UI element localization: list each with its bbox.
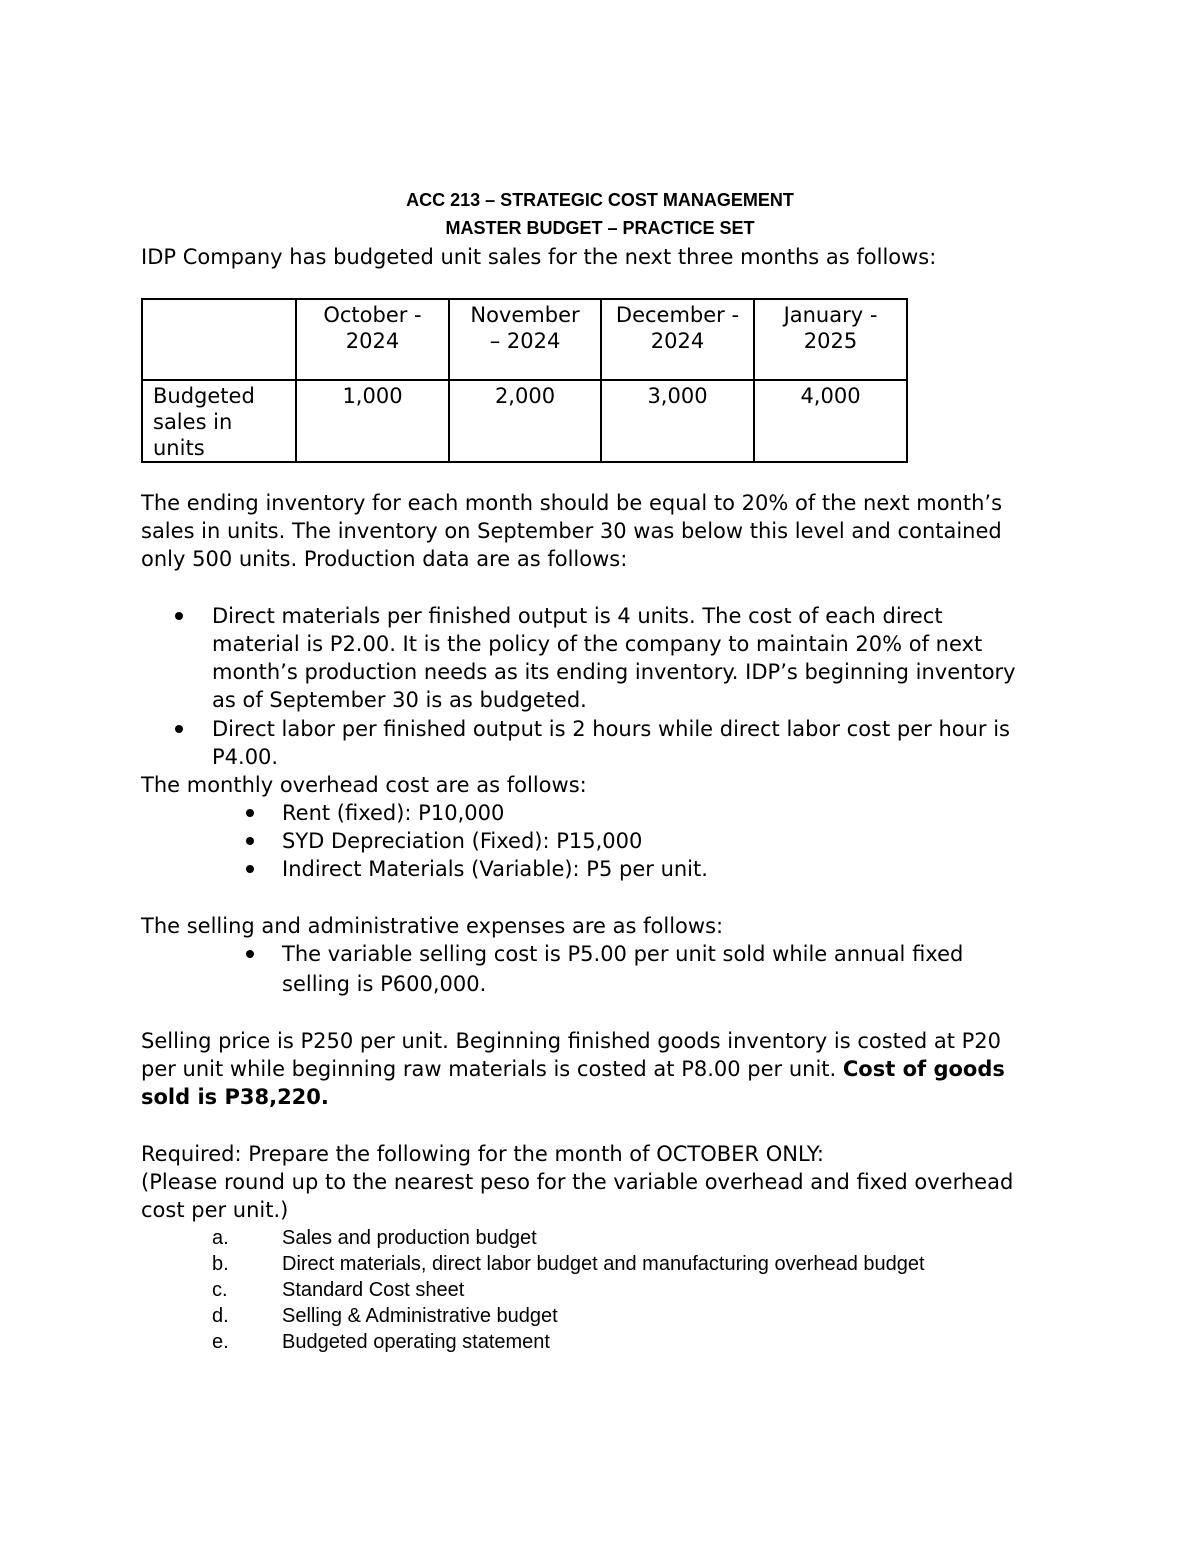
table-row-label: Budgeted sales in units bbox=[142, 380, 296, 462]
list-item: Direct materials, direct labor budget and manufacturing overhead budget bbox=[282, 1253, 925, 1275]
paragraph-line: sales in units. The inventory on September 30 was below this level and contained bbox=[141, 519, 1002, 543]
bullet-icon bbox=[175, 725, 183, 733]
list-item: Selling & Administrative budget bbox=[282, 1305, 558, 1327]
bullet-icon bbox=[246, 809, 254, 817]
bullet-line: Direct materials per finished output is 4 units. The cost of each direct bbox=[212, 604, 943, 628]
required-line: (Please round up to the nearest peso for the variable overhead and fixed overhead bbox=[141, 1170, 1014, 1194]
intro-text: IDP Company has budgeted unit sales for the next three months as follows: bbox=[141, 245, 937, 269]
cogs-emphasis: sold is P38,220. bbox=[141, 1085, 329, 1109]
table-header-cell: January - 2025 bbox=[754, 299, 907, 380]
table-header-row bbox=[142, 299, 907, 380]
bullet-icon bbox=[246, 865, 254, 873]
table-cell: 4,000 bbox=[754, 380, 907, 462]
paragraph-line: The ending inventory for each month should be equal to 20% of the next month’s bbox=[141, 491, 1003, 515]
list-item-letter: c. bbox=[212, 1279, 228, 1301]
bullet-line: Rent (fixed): P10,000 bbox=[282, 801, 505, 825]
required-line: cost per unit.) bbox=[141, 1198, 289, 1222]
bullet-line: Indirect Materials (Variable): P5 per unit. bbox=[282, 857, 708, 881]
bullet-icon bbox=[246, 950, 254, 958]
required-line: Required: Prepare the following for the month of OCTOBER ONLY: bbox=[141, 1142, 824, 1166]
table-cell: 3,000 bbox=[601, 380, 754, 462]
paragraph-line: per unit while beginning raw materials is costed at P8.00 per unit. Cost of goods bbox=[141, 1057, 1005, 1081]
bullet-icon bbox=[246, 837, 254, 845]
list-item-letter: d. bbox=[212, 1305, 229, 1327]
cogs-emphasis: Cost of goods bbox=[842, 1057, 1005, 1081]
bullet-line: as of September 30 is as budgeted. bbox=[212, 688, 587, 712]
table-header-cell: October - 2024 bbox=[296, 299, 449, 380]
list-item-letter: a. bbox=[212, 1227, 229, 1249]
bullet-line: The variable selling cost is P5.00 per unit sold while annual fixed bbox=[282, 942, 964, 966]
sales-table bbox=[141, 298, 908, 463]
list-item-letter: e. bbox=[212, 1331, 229, 1353]
bullet-line: material is P2.00. It is the policy of the company to maintain 20% of next bbox=[212, 632, 983, 656]
bullet-icon bbox=[175, 612, 183, 620]
list-item: Standard Cost sheet bbox=[282, 1279, 465, 1301]
bullet-line: selling is P600,000. bbox=[282, 972, 487, 996]
course-title: ACC 213 – STRATEGIC COST MANAGEMENT bbox=[406, 190, 794, 210]
list-item: Sales and production budget bbox=[282, 1227, 537, 1249]
list-item-letter: b. bbox=[212, 1253, 229, 1275]
bullet-line: month’s production needs as its ending inventory. IDP’s beginning inventory bbox=[212, 660, 1016, 684]
bullet-line: Direct labor per finished output is 2 hours while direct labor cost per hour is bbox=[212, 717, 1010, 741]
selling-intro: The selling and administrative expenses are as follows: bbox=[141, 914, 724, 938]
table-header-cell: November – 2024 bbox=[449, 299, 601, 380]
bullet-line: P4.00. bbox=[212, 745, 279, 769]
table-header-cell: December - 2024 bbox=[601, 299, 754, 380]
table-cell: 2,000 bbox=[449, 380, 601, 462]
overhead-intro: The monthly overhead cost are as follows: bbox=[141, 773, 587, 797]
list-item: Budgeted operating statement bbox=[282, 1331, 550, 1353]
bullet-line: SYD Depreciation (Fixed): P15,000 bbox=[282, 829, 643, 853]
table-cell: 1,000 bbox=[296, 380, 449, 462]
table-corner-cell bbox=[142, 299, 296, 380]
table-row bbox=[142, 380, 907, 462]
paragraph-line: Selling price is P250 per unit. Beginning finished goods inventory is costed at P20 bbox=[141, 1029, 1001, 1053]
paragraph-line: only 500 units. Production data are as follows: bbox=[141, 547, 628, 571]
document-subtitle: MASTER BUDGET – PRACTICE SET bbox=[445, 218, 755, 238]
